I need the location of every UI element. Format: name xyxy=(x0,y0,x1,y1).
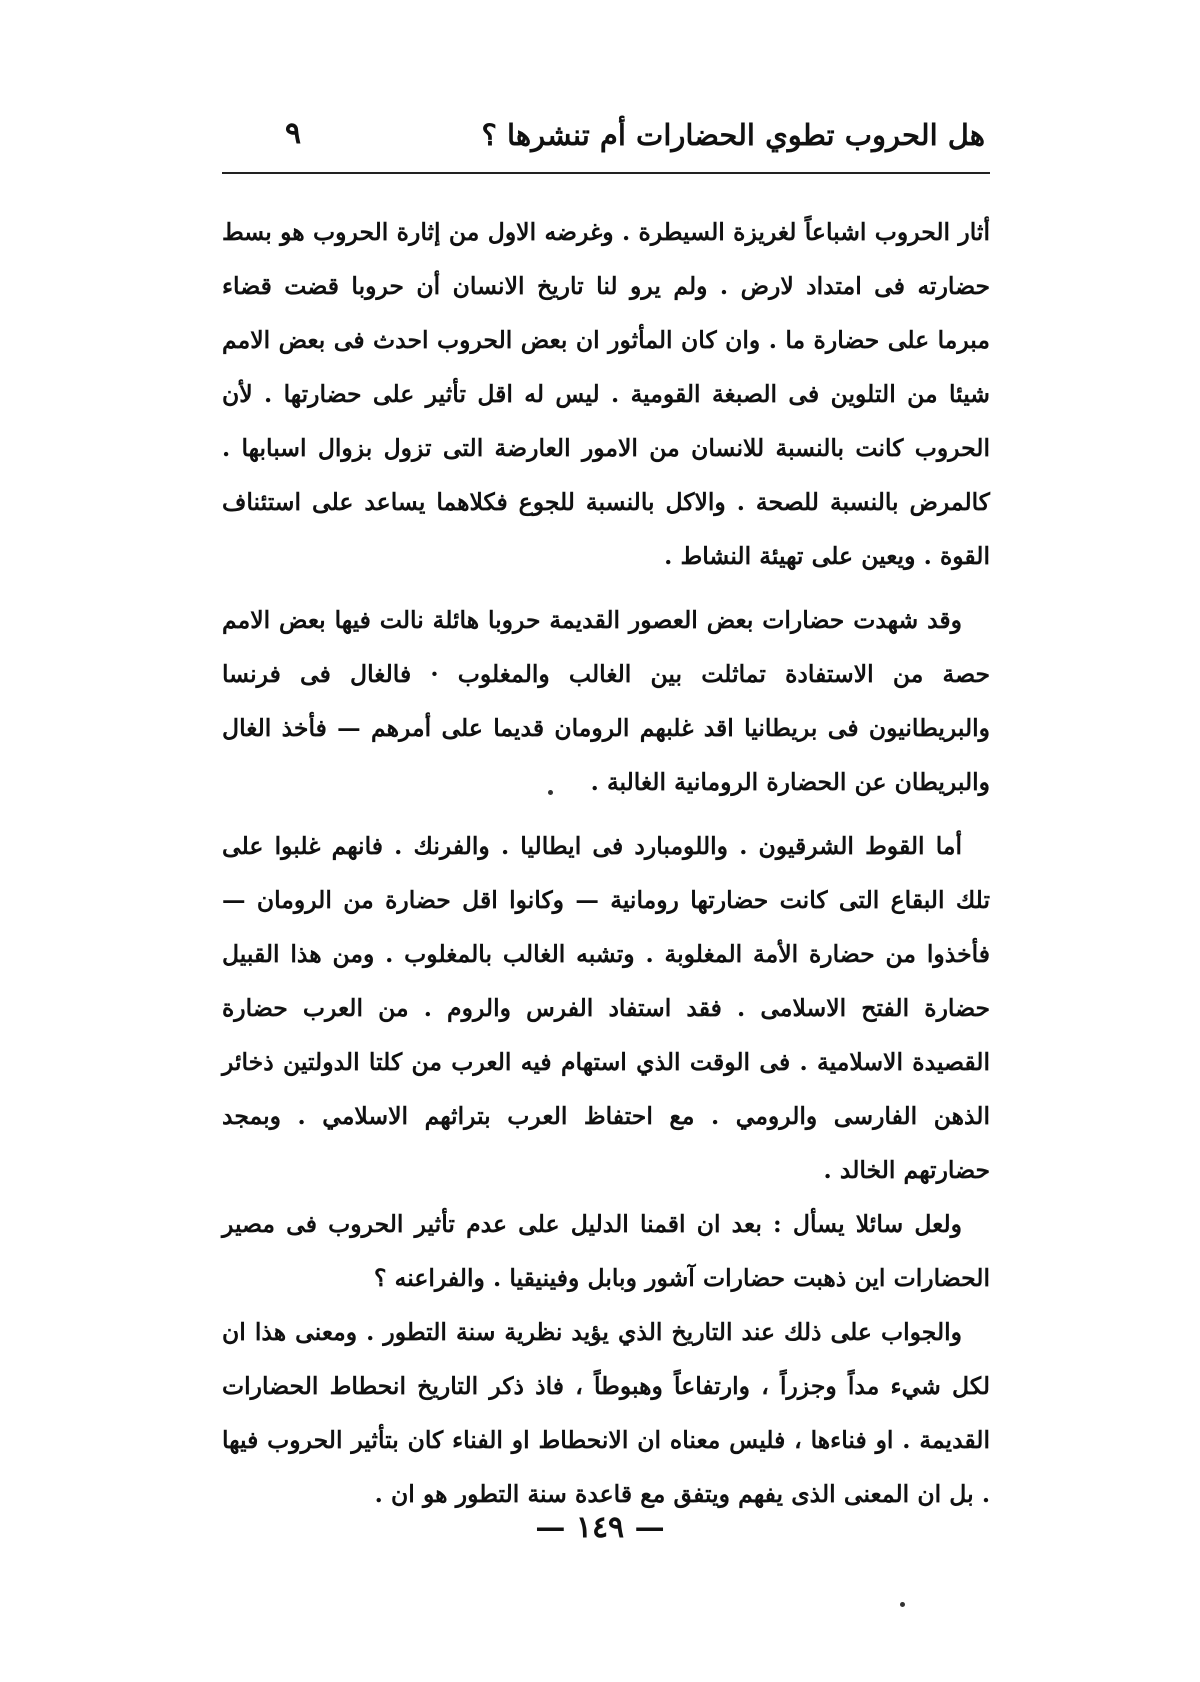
page-number-bottom: — ١٤٩ — xyxy=(535,1510,665,1545)
paragraph-5: والجواب على ذلك عند التاريخ الذي يؤيد نظرية سنة التطور . ومعنى هذا ان لكل شيء مداً وجزراً ، وارتفاعاً وهبوطاً ، فاذ ذكر التاريخ انحطاط الحضارات القديمة . او فناءها ، فليس معناه ان الانحطاط او الفناء كان بتأثير الحروب فيها . بل ان المعنى الذى يفهم ويتفق مع قاعدة سنة التطور هو ان . xyxy=(222,1318,990,1508)
ink-speck xyxy=(900,1602,905,1607)
page-number-top: ٩ xyxy=(285,116,302,151)
paragraph-gap xyxy=(222,809,990,819)
header-rule xyxy=(222,172,990,174)
ink-speck xyxy=(548,790,553,795)
paragraph-4: ولعل سائلا يسأل : بعد ان اقمنا الدليل على عدم تأثير الحروب فى مصير الحضارات اين ذهبت حضارات آشور وبابل وفينيقيا . والفراعنه ؟ xyxy=(222,1210,990,1292)
body-text xyxy=(222,205,990,1521)
running-title: هل الحروب تطوي الحضارات أم تنشرها ؟ xyxy=(481,118,985,152)
paragraph-1: أثار الحروب اشباعاً لغريزة السيطرة . وغرضه الاول من إثارة الحروب هو بسط حضارته فى امتداد لارض . ولم يرو لنا تاريخ الانسان أن حروبا قضت قضاء مبرما على حضارة ما . وان كان المأثور ان بعض الحروب احدث فى بعض الامم شيئا من التلوين فى الصبغة القومية . ليس له اقل تأثير على حضارتها . لأن الحروب كانت بالنسبة للانسان من الامور العارضة التى تزول بزوال اسبابها . كالمرض بالنسبة للصحة . والاكل بالنسبة للجوع فكلاهما يساعد على استئناف القوة . ويعين على تهيئة النشاط . xyxy=(222,218,990,570)
running-head xyxy=(225,112,985,162)
paragraph-gap xyxy=(222,583,990,593)
paragraph-3: أما القوط الشرقيون . واللومبارد فى ايطاليا . والفرنك . فانهم غلبوا على تلك البقاع التى كانت حضارتها رومانية — وكانوا اقل حضارة من الرومان — فأخذوا من حضارة الأمة المغلوبة . وتشبه الغالب بالمغلوب . ومن هذا القبيل حضارة الفتح الاسلامى . فقد استفاد الفرس والروم . من العرب حضارة القصيدة الاسلامية . فى الوقت الذي استهام فيه العرب من كلتا الدولتين ذخائر الذهن الفارسى والرومي . مع احتفاظ العرب بتراثهم الاسلامي . وبمجد حضارتهم الخالد . xyxy=(222,832,990,1184)
paragraph-2: وقد شهدت حضارات بعض العصور القديمة حروبا هائلة نالت فيها بعض الامم حصة من الاستفادة تماثلت بين الغالب والمغلوب · فالغال فى فرنسا والبريطانيون فى بريطانيا اقد غلبهم الرومان قديما على أمرهم — فأخذ الغال والبريطان عن الحضارة الرومانية الغالبة . xyxy=(222,606,990,796)
